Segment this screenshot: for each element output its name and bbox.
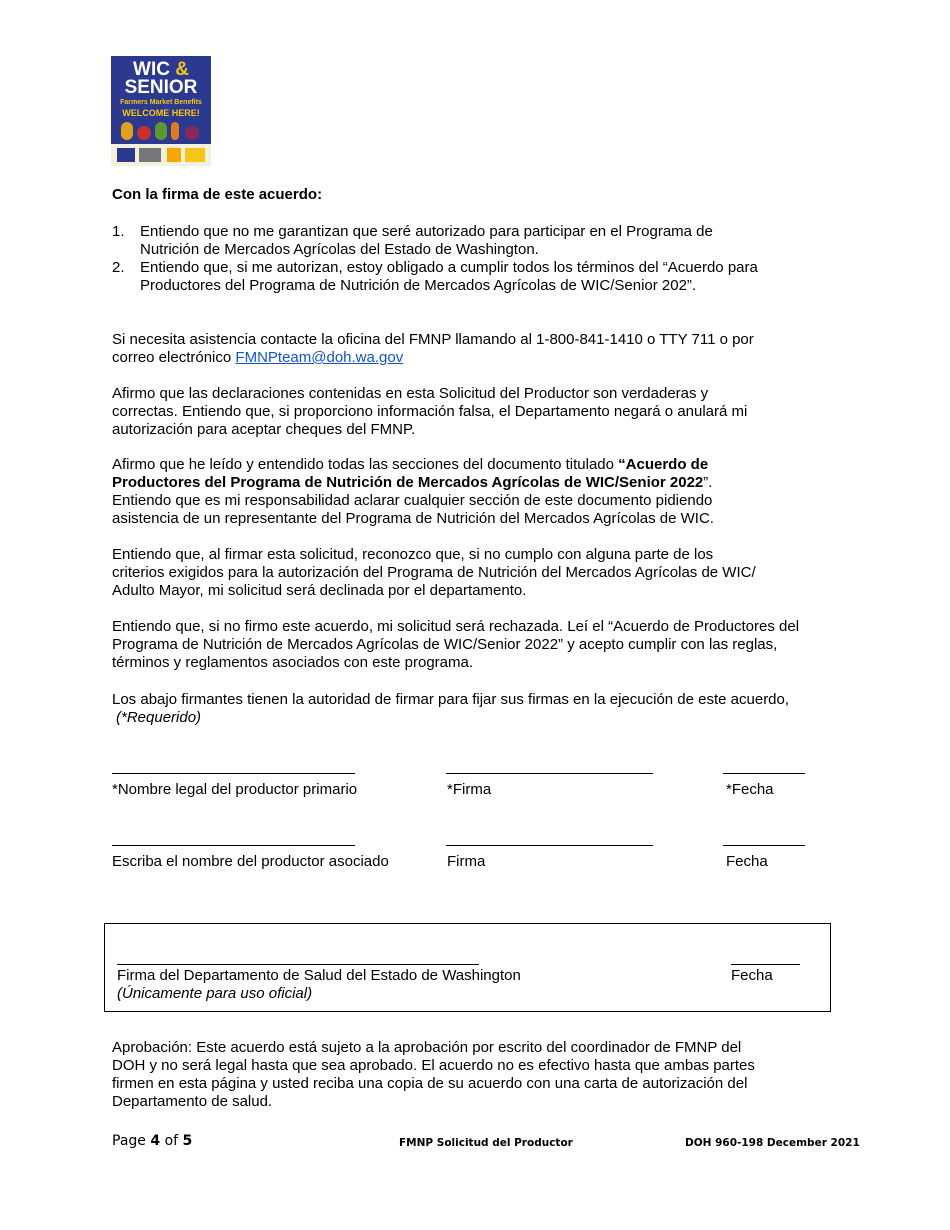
assistance-prefix: correo electrónico <box>112 349 236 366</box>
read-understood-paragraph <box>112 456 832 528</box>
primary-signature-label: *Firma <box>447 781 492 798</box>
logo-ampersand: & <box>175 59 189 80</box>
assistance-paragraph <box>112 331 832 367</box>
list-item-number: 2. <box>112 259 125 276</box>
paragraph-line: Aprobación: Este acuerdo está sujeto a la aprobación por escrito del coordinador de FMNP del <box>112 1039 742 1056</box>
paragraph-line: Programa de Nutrición de Mercados Agrícolas de WIC/Senior 2022” y acepto cumplir con las reglas, <box>112 636 778 653</box>
greens-icon <box>155 122 167 140</box>
official-use-note: (Únicamente para uso oficial) <box>117 985 313 1002</box>
official-date-label: Fecha <box>731 967 773 984</box>
paragraph-text: ”. <box>703 474 713 491</box>
official-date-line[interactable] <box>731 964 800 965</box>
corn-icon <box>121 122 133 140</box>
tomato-icon <box>137 126 151 140</box>
associate-date-label: Fecha <box>726 853 768 870</box>
primary-name-line[interactable] <box>112 773 355 774</box>
logo-line-4: WELCOME HERE! <box>122 108 200 118</box>
paragraph-line: DOH y no será legal hasta que sea aprobado. El acuerdo no es efectivo hasta que ambas partes <box>112 1057 755 1074</box>
paragraph-line: Departamento de salud. <box>112 1093 273 1110</box>
page-word: Page <box>112 1133 146 1149</box>
paragraph-line: firmen en esta página y usted reciba una copia de su acuerdo con una carta de autorización del <box>112 1075 748 1092</box>
associate-signature-label: Firma <box>447 853 486 870</box>
page-current: 4 <box>150 1133 161 1149</box>
approval-paragraph <box>112 1039 832 1111</box>
of-word: of <box>164 1133 179 1149</box>
page-total: 5 <box>182 1133 193 1149</box>
paragraph-line: Entiendo que, si no firmo este acuerdo, mi solicitud será rechazada. Leí el “Acuerdo de Productores del <box>112 618 800 635</box>
footer-form-title: FMNP Solicitud del Productor <box>399 1137 573 1149</box>
paragraph-line: Afirmo que las declaraciones contenidas en esta Solicitud del Productor son verdaderas y <box>112 385 709 402</box>
primary-date-line[interactable] <box>723 773 805 774</box>
agreement-list <box>112 223 832 295</box>
paragraph-line: criterios exigidos para la autorización del Programa de Nutrición del Mercados Agrícolas de WIC/ <box>112 564 756 581</box>
paragraph-text: Afirmo que he leído y entendido todas las secciones del documento titulado <box>112 456 619 473</box>
partner-mark-icon <box>139 148 161 162</box>
doh-mark-icon <box>117 148 135 162</box>
wic-mark-icon <box>167 148 181 162</box>
official-signature-line[interactable] <box>117 964 479 965</box>
wic-senior-logo <box>111 56 211 166</box>
list-item-line: Productores del Programa de Nutrición de Mercados Agrícolas de WIC/Senior 202”. <box>140 277 697 294</box>
email-link[interactable]: FMNPteam@doh.wa.gov <box>235 349 404 366</box>
page-number <box>112 1133 192 1149</box>
primary-signature-line[interactable] <box>446 773 653 774</box>
list-item-line: Entiendo que, si me autorizan, estoy obligado a cumplir todos los términos del “Acuerdo para <box>140 259 758 276</box>
associate-name-label: Escriba el nombre del productor asociado <box>112 853 389 870</box>
fmnp-mark-icon <box>185 148 205 162</box>
assistance-line: Si necesita asistencia contacte la oficina del FMNP llamando al 1-800-841-1410 o TTY 711 o por <box>112 331 754 348</box>
assistance-line <box>112 349 832 367</box>
primary-date-label: *Fecha <box>726 781 774 798</box>
list-item <box>112 223 832 259</box>
paragraph-line: correctas. Entiendo que, si proporciono información falsa, el Departamento negará o anulará mi <box>112 403 748 420</box>
logo-line-2: SENIOR <box>124 77 198 98</box>
paragraph-line: Los abajo firmantes tienen la autoridad de firmar para fijar sus firmas en la ejecución de este acuerdo, <box>112 691 790 708</box>
paragraph-line <box>112 474 832 492</box>
affirmation-paragraph <box>112 385 832 439</box>
carrot-icon <box>171 122 179 140</box>
list-item-line: Nutrición de Mercados Agrícolas del Estado de Washington. <box>140 241 539 258</box>
paragraph-line <box>112 456 832 474</box>
agreement-title-bold: Productores del Programa de Nutrición de Mercados Agrícolas de WIC/Senior 2022 <box>112 474 704 491</box>
list-item <box>112 259 832 295</box>
footer-form-number: DOH 960-198 December 2021 <box>685 1137 860 1149</box>
criteria-paragraph <box>112 546 832 600</box>
agreement-title-bold: “Acuerdo de <box>618 456 709 473</box>
list-item-number: 1. <box>112 223 125 240</box>
official-signature-label: Firma del Departamento de Salud del Estado de Washington <box>117 967 521 984</box>
associate-date-line[interactable] <box>723 845 805 846</box>
rejection-paragraph <box>112 618 842 672</box>
authority-paragraph <box>112 691 842 727</box>
section-heading: Con la firma de este acuerdo: <box>112 186 323 203</box>
required-note: (*Requerido) <box>116 709 202 726</box>
paragraph-line: autorización para aceptar cheques del FMNP. <box>112 421 416 438</box>
list-item-line: Entiendo que no me garantizan que seré autorizado para participar en el Programa de <box>140 223 713 240</box>
paragraph-line: Entiendo que, al firmar esta solicitud, reconozco que, si no cumplo con alguna parte de los <box>112 546 714 563</box>
paragraph-line: Adulto Mayor, mi solicitud será declinada por el departamento. <box>112 582 527 599</box>
associate-name-line[interactable] <box>112 845 355 846</box>
logo-line-3: Farmers Market Benefits <box>120 99 202 106</box>
paragraph-line: Entiendo que es mi responsabilidad aclarar cualquier sección de este documento pidiendo <box>112 492 713 509</box>
primary-name-label: *Nombre legal del productor primario <box>112 781 358 798</box>
paragraph-line: asistencia de un representante del Programa de Nutrición del Mercados Agrícolas de WIC. <box>112 510 714 527</box>
logo-wic: WIC <box>133 59 170 80</box>
berries-icon <box>185 126 199 140</box>
associate-signature-line[interactable] <box>446 845 653 846</box>
paragraph-line: términos y reglamentos asociados con este programa. <box>112 654 474 671</box>
